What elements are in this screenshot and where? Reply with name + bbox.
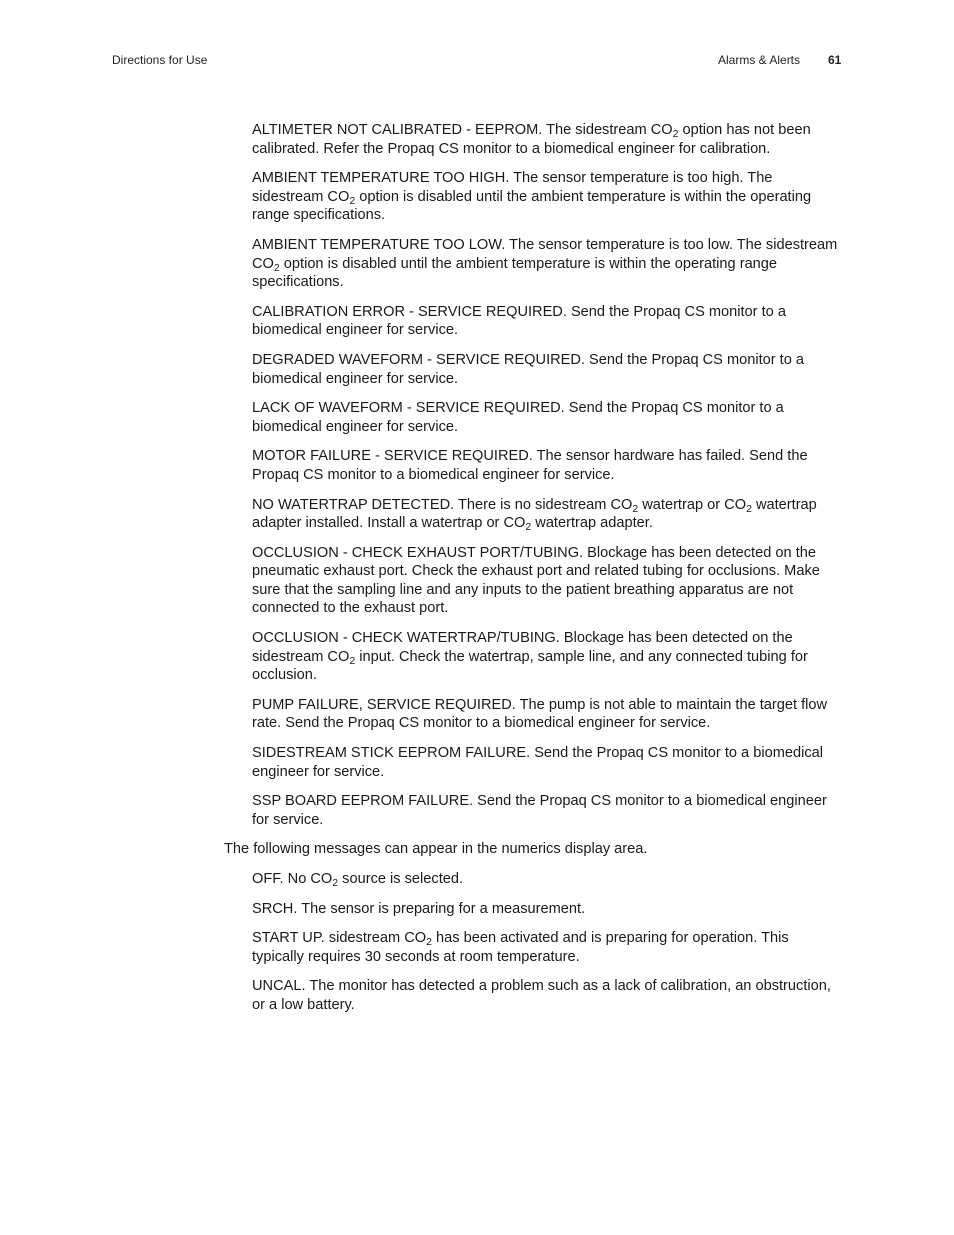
message-start-up: START UP. sidestream $CO_2$ has been activated and is preparing for operation. This typically requires 30 seconds at room temperature. <box>252 930 789 965</box>
message-ambient-temp-high: AMBIENT TEMPERATURE TOO HIGH. The sensor temperature is too high. The sidestream $CO_2$ option is disabled until the ambient temperature is within the operating range specifications. <box>252 170 812 224</box>
page-number: 61 <box>828 53 842 67</box>
page-body <box>0 121 954 1026</box>
message-altimeter-not-calibrated: ALTIMETER NOT CALIBRATED - EEPROM. The sidestream $CO_2$ option has not been calibrated. Refer the Propaq CS monitor to a biomedical engineer for calibration. <box>252 122 811 157</box>
numerics-intro: The following messages can appear in the numerics display area. <box>224 841 648 858</box>
message-degraded-waveform: DEGRADED WAVEFORM - SERVICE REQUIRED. Send the Propaq CS monitor to a biomedical engineer for service. <box>252 351 805 387</box>
message-ambient-temp-low: AMBIENT TEMPERATURE TOO LOW. The sensor temperature is too low. The sidestream $CO_2$ option is disabled until the ambient temperature is within the operating range specifications. <box>252 236 838 291</box>
message-calibration-error: CALIBRATION ERROR - SERVICE REQUIRED. Send the Propaq CS monitor to a biomedical engineer for service. <box>252 303 786 339</box>
page-header <box>0 53 954 69</box>
message-srch: SRCH. The sensor is preparing for a measurement. <box>252 900 586 917</box>
message-off: OFF. No $CO_2$ source is selected. <box>252 871 464 889</box>
message-lack-of-waveform: LACK OF WAVEFORM - SERVICE REQUIRED. Send the Propaq CS monitor to a biomedical engineer for service. <box>252 400 784 435</box>
message-motor-failure: MOTOR FAILURE - SERVICE REQUIRED. The sensor hardware has failed. Send the Propaq CS monitor to a biomedical engineer for service. <box>252 448 808 483</box>
message-uncal: UNCAL. The monitor has detected a problem such as a lack of calibration, an obstruction, or a low battery. <box>252 978 831 1013</box>
message-sidestream-stick-eeprom: SIDESTREAM STICK EEPROM FAILURE. Send the Propaq CS monitor to a biomedical engineer for service. <box>252 745 823 780</box>
header-doc-title: Directions for Use <box>112 53 208 67</box>
message-occlusion-watertrap: OCCLUSION - CHECK WATERTRAP/TUBING. Blockage has been detected on the sidestream $CO_2$ input. Check the watertrap, sample line, and any connected tubing for occlusion. <box>252 630 808 684</box>
message-pump-failure: PUMP FAILURE, SERVICE REQUIRED. The pump is not able to maintain the target flow rate. Send the Propaq CS monitor to a biomedical engineer for service. <box>252 696 828 732</box>
message-occlusion-exhaust: OCCLUSION - CHECK EXHAUST PORT/TUBING. Blockage has been detected on the pneumatic exhaust port. Check the exhaust port and related tubing for occlusions. Make sure that the sampling line and any inputs to the patient breathing apparatus are not connected to the exhaust port. <box>252 544 820 617</box>
header-section-title: Alarms & Alerts <box>718 53 801 67</box>
message-ssp-board-eeprom: SSP BOARD EEPROM FAILURE. Send the Propaq CS monitor to a biomedical engineer for service. <box>252 793 827 828</box>
message-no-watertrap: NO WATERTRAP DETECTED. There is no sidestream $CO_2$ watertrap or $CO_2$ watertrap adapter installed. Install a watertrap or $CO_2$ watertrap adapter. <box>252 496 817 534</box>
